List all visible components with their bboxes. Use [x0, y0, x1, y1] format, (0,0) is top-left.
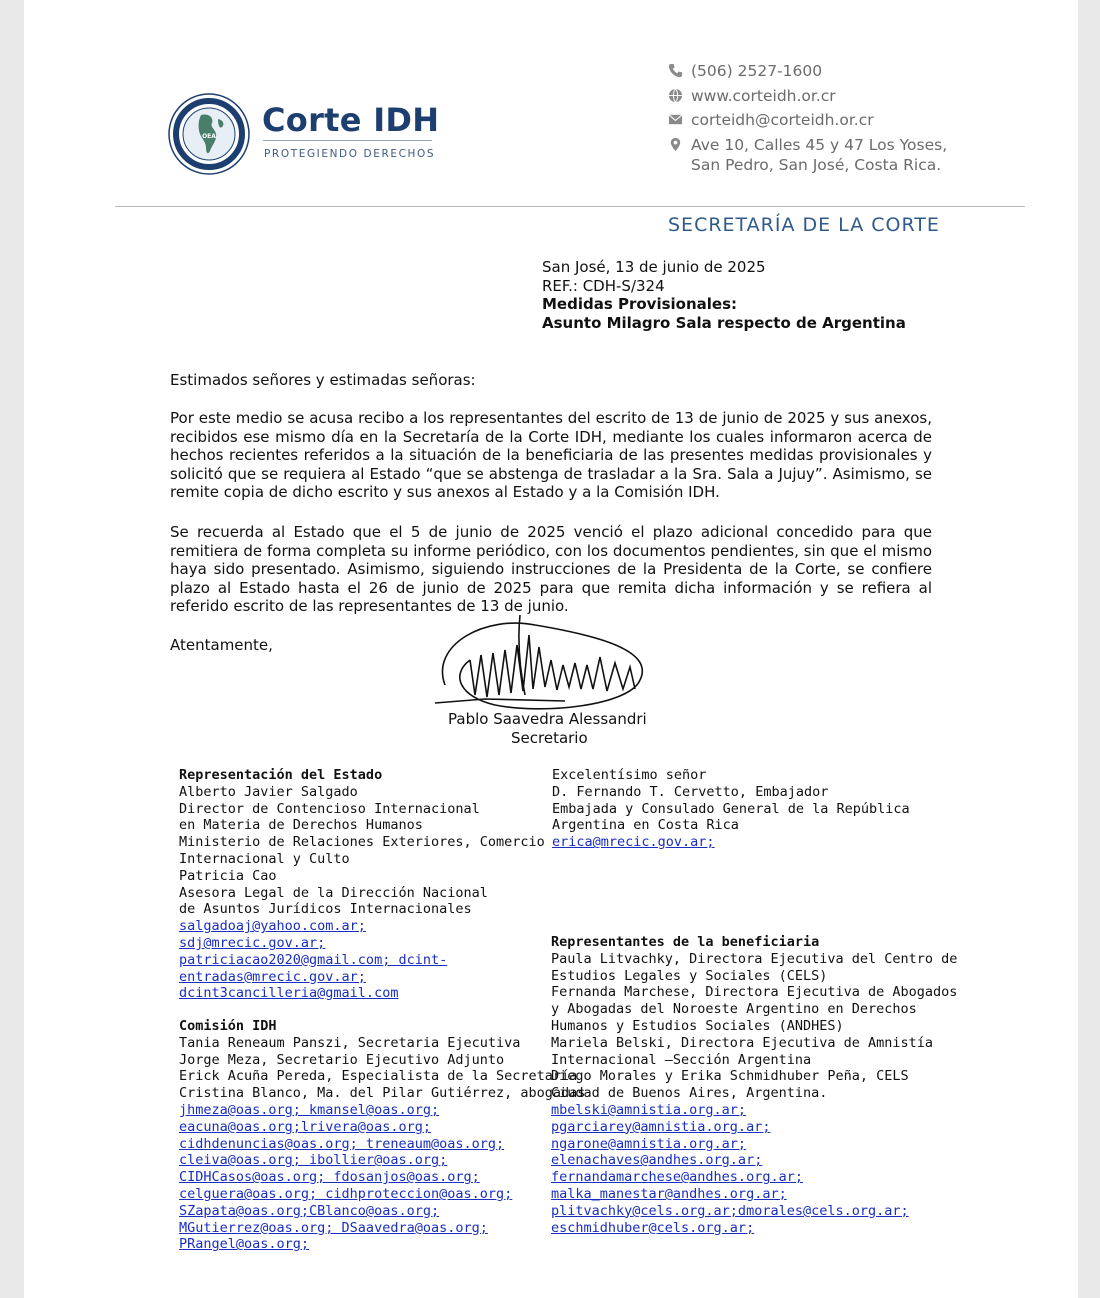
- beneficiaria-line: y Abogadas del Noroeste Argentino en Derechos: [551, 1001, 917, 1018]
- estado-line: Director de Contencioso Internacional: [179, 800, 480, 817]
- email-link[interactable]: PRangel@oas.org;: [179, 1236, 310, 1253]
- estado-line: Ministerio de Relaciones Exteriores, Comercio: [179, 834, 545, 851]
- brand-name: Corte IDH: [262, 101, 440, 139]
- estado-line: Alberto Javier Salgado: [179, 783, 358, 800]
- comision-line: Erick Acuña Pereda, Especialista de la Secretaría: [179, 1068, 578, 1085]
- salutation: Estimados señores y estimadas señoras:: [170, 371, 476, 389]
- comision-line: Jorge Meza, Secretario Ejecutivo Adjunto: [179, 1051, 505, 1068]
- email-link[interactable]: eacuna@oas.org;lrivera@oas.org;: [179, 1118, 431, 1135]
- email-link[interactable]: patriciacao2020@gmail.com; dcint-: [179, 951, 448, 968]
- estado-heading: Representación del Estado: [179, 767, 383, 783]
- recipients-beneficiaria: [551, 934, 957, 1236]
- email-link[interactable]: jhmeza@oas.org; kmansel@oas.org;: [179, 1101, 440, 1118]
- comision-heading: Comisión IDH: [179, 1018, 277, 1034]
- email-link[interactable]: mbelski@amnistia.org.ar;: [551, 1101, 747, 1118]
- email-link[interactable]: cleiva@oas.org; ibollier@oas.org;: [179, 1152, 448, 1169]
- beneficiaria-line: Humanos y Estudios Sociales (ANDHES): [551, 1017, 844, 1034]
- estado-line: Asesora Legal de la Dirección Nacional: [179, 884, 488, 901]
- email-link[interactable]: salgadoaj@yahoo.com.ar;: [179, 918, 366, 935]
- beneficiaria-line: Fernanda Marchese, Directora Ejecutiva de Abogados: [551, 984, 958, 1001]
- paragraph-2: Se recuerda al Estado que el 5 de junio de 2025 venció el plazo adicional concedido para que remitiera de forma completa su informe periódico, con los documentos pendientes, sin que el mismo haya sido presentado. Asimismo, siguiendo instrucciones de la Presidenta de la Corte, se confiere plazo al Estado hasta el 26 de junio de 2025 para que remita dicha información y se refiera al referido escrito de las representantes de 13 de junio.: [170, 523, 932, 615]
- beneficiaria-line: Paula Litvachky, Directora Ejecutiva del Centro de: [551, 950, 958, 967]
- email-link[interactable]: plitvachky@cels.org.ar;dmorales@cels.org.ar;: [551, 1202, 909, 1219]
- email-link[interactable]: corteidh@corteidh.or.cr: [691, 111, 874, 129]
- comision-line: Cristina Blanco, Ma. del Pilar Gutiérrez, abogadas: [179, 1085, 586, 1102]
- reference-block: [542, 258, 906, 332]
- email-link[interactable]: CIDHCasos@oas.org; fdosanjos@oas.org;: [179, 1169, 480, 1186]
- estado-line: de Asuntos Jurídicos Internacionales: [179, 901, 472, 918]
- embajada-line: Argentina en Costa Rica: [552, 817, 739, 834]
- email-link[interactable]: fernandamarchese@andhes.org.ar;: [551, 1169, 803, 1186]
- header-divider: [115, 206, 1025, 207]
- recipients-estado: [179, 767, 545, 1002]
- beneficiaria-line: Internacional –Sección Argentina: [551, 1051, 812, 1068]
- estado-line: Patricia Cao: [179, 867, 277, 884]
- email-link[interactable]: eschmidhuber@cels.org.ar;: [551, 1219, 755, 1236]
- email-link[interactable]: dcint3cancilleria@gmail.com: [179, 985, 399, 1002]
- recipients-comision: [179, 1018, 585, 1253]
- globe-icon: [668, 88, 683, 103]
- matter-type: Medidas Provisionales:: [542, 295, 738, 313]
- phone-icon: [668, 63, 683, 78]
- envelope-icon: [668, 112, 683, 127]
- beneficiaria-line: Diego Morales y Erika Schmidhuber Peña, CELS: [551, 1068, 909, 1085]
- estado-line: Internacional y Culto: [179, 850, 350, 867]
- svg-text:OEA: OEA: [202, 133, 216, 140]
- brand-divider: [263, 140, 432, 141]
- email-link[interactable]: malka_manestar@andhes.org.ar;: [551, 1185, 787, 1202]
- location-pin-icon: [668, 137, 683, 152]
- email-link[interactable]: MGutierrez@oas.org; DSaavedra@oas.org;: [179, 1219, 488, 1236]
- email-link[interactable]: pgarciarey@amnistia.org.ar;: [551, 1118, 771, 1135]
- email-link[interactable]: ngarone@amnistia.org.ar;: [551, 1135, 747, 1152]
- signer-title: Secretario: [511, 729, 588, 747]
- signer-name: Pablo Saavedra Alessandri: [448, 710, 647, 728]
- email-link[interactable]: SZapata@oas.org;CBlanco@oas.org;: [179, 1202, 440, 1219]
- website-link[interactable]: www.corteidh.or.cr: [691, 87, 836, 105]
- beneficiaria-line: Ciudad de Buenos Aires, Argentina.: [551, 1085, 828, 1102]
- email-link[interactable]: cidhdenuncias@oas.org; treneaum@oas.org;: [179, 1135, 505, 1152]
- paragraph-1: Por este medio se acusa recibo a los representantes del escrito de 13 de junio de 2025 y sus anexos, recibidos ese mismo día en la Secretaría de la Corte IDH, mediante los cuales informaron acerca de hechos recientes referidos a la situación de la beneficiaria de las presentes medidas provisionales y solicitó que se requiera al Estado “que se abstenga de trasladar a la Sra. Sala a Jujuy”. Asimismo, se remite copia de dicho escrito y sus anexos al Estado y a la Comisión IDH.: [170, 409, 932, 501]
- email-link[interactable]: celguera@oas.org; cidhproteccion@oas.org;: [179, 1185, 513, 1202]
- beneficiaria-line: Mariela Belski, Directora Ejecutiva de Amnistía: [551, 1034, 934, 1051]
- email-link[interactable]: elenachaves@andhes.org.ar;: [551, 1152, 763, 1169]
- embajada-line: Embajada y Consulado General de la República: [552, 800, 910, 817]
- court-seal-logo: [168, 93, 250, 175]
- place-date: San José, 13 de junio de 2025: [542, 258, 766, 276]
- email-link[interactable]: erica@mrecic.gov.ar;: [552, 834, 715, 851]
- embajada-line: D. Fernando T. Cervetto, Embajador: [552, 783, 829, 800]
- comision-line: Tania Reneaum Panszi, Secretaria Ejecutiva: [179, 1034, 521, 1051]
- email-link[interactable]: sdj@mrecic.gov.ar;: [179, 934, 326, 951]
- email-link[interactable]: entradas@mrecic.gov.ar;: [179, 968, 366, 985]
- estado-line: en Materia de Derechos Humanos: [179, 817, 423, 834]
- office-title: SECRETARÍA DE LA CORTE: [668, 214, 940, 236]
- matter-title: Asunto Milagro Sala respecto de Argentina: [542, 313, 906, 332]
- closing: Atentamente,: [170, 636, 273, 654]
- embajada-line: Excelentísimo señor: [552, 767, 707, 783]
- recipients-embajada: [552, 767, 910, 851]
- beneficiaria-heading: Representantes de la beneficiaria: [551, 934, 820, 950]
- beneficiaria-line: Estudios Legales y Sociales (CELS): [551, 967, 828, 984]
- reference-number: REF.: CDH-S/324: [542, 276, 665, 295]
- brand-tagline: PROTEGIENDO DERECHOS: [264, 148, 436, 160]
